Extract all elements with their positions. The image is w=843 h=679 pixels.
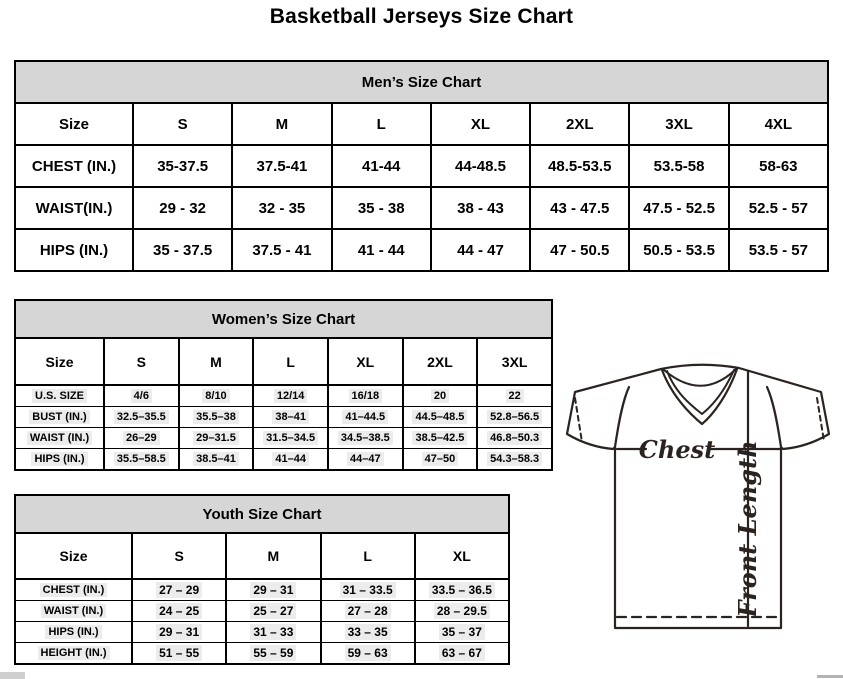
size-value-cell: 32.5–35.5 [104,407,179,428]
size-value-cell: 50.5 - 53.5 [629,229,728,271]
size-value-cell: 29 – 31 [132,622,226,643]
row-label: CHEST (IN.) [15,579,132,601]
column-header: M [226,533,320,579]
table-row [15,643,509,665]
size-value-cell: 48.5-53.5 [530,145,629,187]
size-value-cell: 63 – 67 [415,643,509,665]
chest-label: Chest [638,435,716,464]
front-length-label: Front Length [733,440,762,618]
size-value-cell: 52.8–56.5 [477,407,552,428]
size-value-cell: 41–44 [253,449,328,471]
column-header: L [253,338,328,385]
youth-size-chart [14,494,510,665]
column-header: 2XL [530,103,629,145]
size-value-cell: 38–41 [253,407,328,428]
table-row [15,622,509,643]
column-header: 3XL [629,103,728,145]
size-value-cell: 29 – 31 [226,579,320,601]
row-label: HIPS (IN.) [15,622,132,643]
row-label: WAIST (IN.) [15,601,132,622]
size-value-cell: 44-48.5 [431,145,530,187]
row-label: HIPS (IN.) [15,449,104,471]
horizontal-scrollbar-fragment-right[interactable] [817,675,843,678]
womens-chart-table [14,299,553,471]
size-value-cell: 37.5 - 41 [232,229,331,271]
column-header: M [232,103,331,145]
size-value-cell: 35 - 38 [332,187,431,229]
column-header: L [321,533,415,579]
size-value-cell: 29 - 32 [133,187,232,229]
size-value-cell: 35.5–58.5 [104,449,179,471]
size-value-cell: 20 [403,385,478,407]
row-label: HIPS (IN.) [15,229,133,271]
table-row [15,407,552,428]
row-label: U.S. SIZE [15,385,104,407]
size-value-cell: 34.5–38.5 [328,428,403,449]
size-value-cell: 41 - 44 [332,229,431,271]
size-value-cell: 28 – 29.5 [415,601,509,622]
size-value-cell: 35.5–38 [179,407,254,428]
size-value-cell: 44.5–48.5 [403,407,478,428]
size-value-cell: 47 - 50.5 [530,229,629,271]
size-value-cell: 51 – 55 [132,643,226,665]
header-row [15,103,828,145]
column-header: XL [415,533,509,579]
size-value-cell: 54.3–58.3 [477,449,552,471]
size-value-cell: 35 – 37 [415,622,509,643]
row-label: WAIST(IN.) [15,187,133,229]
column-header: Size [15,338,104,385]
column-header: S [132,533,226,579]
page-title: Basketball Jerseys Size Chart [269,5,574,28]
size-value-cell: 12/14 [253,385,328,407]
size-value-cell: 33 – 35 [321,622,415,643]
size-value-cell: 31.5–34.5 [253,428,328,449]
size-value-cell: 53.5-58 [629,145,728,187]
size-value-cell: 55 – 59 [226,643,320,665]
table-row [15,229,828,271]
table-row [15,449,552,471]
size-value-cell: 37.5-41 [232,145,331,187]
row-label: WAIST (IN.) [15,428,104,449]
column-header: XL [431,103,530,145]
size-value-cell: 44 - 47 [431,229,530,271]
size-value-cell: 25 – 27 [226,601,320,622]
size-value-cell: 22 [477,385,552,407]
size-value-cell: 4/6 [104,385,179,407]
table-row [15,601,509,622]
size-value-cell: 43 - 47.5 [530,187,629,229]
table-row [15,145,828,187]
size-value-cell: 24 – 25 [132,601,226,622]
mens-size-chart [14,60,829,272]
womens-size-chart [14,299,553,471]
size-value-cell: 27 – 28 [321,601,415,622]
chart-title: Women’s Size Chart [15,300,552,338]
column-header: M [179,338,254,385]
size-value-cell: 58-63 [729,145,828,187]
jersey-outline [567,365,829,628]
size-value-cell: 38.5–42.5 [403,428,478,449]
row-label: HEIGHT (IN.) [15,643,132,665]
column-header: 3XL [477,338,552,385]
column-header: Size [15,533,132,579]
size-value-cell: 52.5 - 57 [729,187,828,229]
youth-chart-table [14,494,510,665]
size-value-cell: 38 - 43 [431,187,530,229]
size-value-cell: 31 – 33 [226,622,320,643]
size-value-cell: 53.5 - 57 [729,229,828,271]
column-header: S [133,103,232,145]
size-value-cell: 41–44.5 [328,407,403,428]
column-header: L [332,103,431,145]
table-row [15,187,828,229]
size-value-cell: 29–31.5 [179,428,254,449]
size-value-cell: 46.8–50.3 [477,428,552,449]
column-header: Size [15,103,133,145]
column-header: XL [328,338,403,385]
mens-chart-table [14,60,829,272]
size-value-cell: 31 – 33.5 [321,579,415,601]
column-header: S [104,338,179,385]
size-value-cell: 35 - 37.5 [133,229,232,271]
row-label: CHEST (IN.) [15,145,133,187]
table-row [15,385,552,407]
jersey-measurement-diagram [556,358,843,653]
row-label: BUST (IN.) [15,407,104,428]
size-value-cell: 27 – 29 [132,579,226,601]
size-value-cell: 47.5 - 52.5 [629,187,728,229]
horizontal-scrollbar-fragment-left[interactable] [0,672,25,679]
size-value-cell: 16/18 [328,385,403,407]
size-value-cell: 38.5–41 [179,449,254,471]
size-value-cell: 26–29 [104,428,179,449]
size-value-cell: 59 – 63 [321,643,415,665]
size-value-cell: 8/10 [179,385,254,407]
table-row [15,579,509,601]
size-value-cell: 32 - 35 [232,187,331,229]
column-header: 2XL [403,338,478,385]
table-row [15,428,552,449]
size-value-cell: 35-37.5 [133,145,232,187]
header-row [15,533,509,579]
header-row [15,338,552,385]
size-value-cell: 44–47 [328,449,403,471]
size-value-cell: 41-44 [332,145,431,187]
size-value-cell: 47–50 [403,449,478,471]
chart-title: Men’s Size Chart [15,61,828,103]
column-header: 4XL [729,103,828,145]
size-value-cell: 33.5 – 36.5 [415,579,509,601]
chart-title: Youth Size Chart [15,495,509,533]
